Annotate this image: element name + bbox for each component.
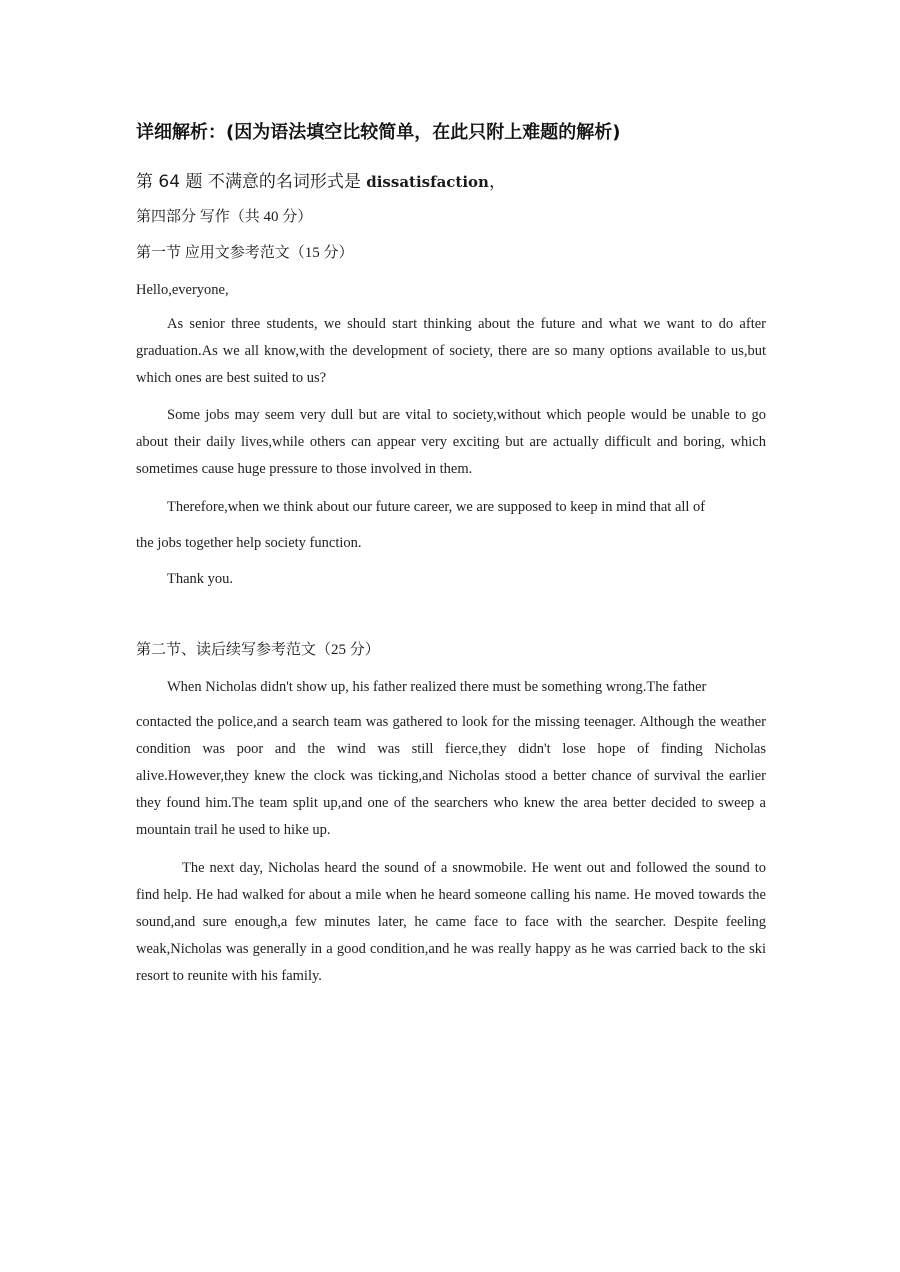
section-two-paragraph-1-first-line: When Nicholas didn't show up, his father realized there must be something wrong.The father: [167, 679, 707, 695]
part-four-title: 第四部分 写作（共 40 分）: [136, 209, 313, 225]
analysis-heading: 详细解析：(因为语法填空比较简单，在此只附上难题的解析): [136, 122, 621, 143]
section-two-paragraph-1-continued: contacted the police,and a search team was gathered to look for the missing teenager. Although the weather condition was poor and the wind was still fierce,they didn't lose hope of finding Nicholas alive.However,they knew the clock was ticking,and Nicholas stood a better chance of survival the earlier they found him.The team split up,and one of the searchers who knew the area better decided to sweep a mountain trail he used to hike up.: [136, 714, 766, 838]
section-one-paragraph-3-line-2: the jobs together help society function.: [136, 535, 362, 551]
section-one-paragraph-1: As senior three students, we should start thinking about the future and what we want to do after graduation.As we all know,with the development of society, there are so many options available to us,but which ones are best suited to us?: [136, 316, 766, 386]
section-one-paragraph-2: Some jobs may seem very dull but are vital to society,without which people would be unable to go about their daily lives,while others can appear very exciting but are actually difficult and boring, which sometimes cause huge pressure to those involved in them.: [136, 407, 766, 477]
section-two-title: 第二节、读后续写参考范文（25 分）: [136, 642, 380, 658]
question-note-term: dissatisfaction: [366, 173, 489, 191]
question-64-note: [136, 170, 766, 194]
section-one-title: 第一节 应用文参考范文（15 分）: [136, 245, 354, 261]
question-note-prefix: 第 64 题 不满意的名词形式是: [136, 172, 367, 192]
section-one-greeting: Hello,everyone,: [136, 282, 229, 298]
section-one-closing: Thank you.: [167, 571, 234, 587]
section-two-paragraph-2: The next day, Nicholas heard the sound of a snowmobile. He went out and followed the sound to find help. He had walked for about a mile when he heard someone calling his name. He moved towards the sound,and sure enough,a few minutes later, he came face to face with the searcher. Despite feeling weak,Nicholas was generally in a good condition,and he was really happy as he was carried back to the ski resort to reunite with his family.: [136, 860, 766, 984]
section-one-paragraph-3-line-1: Therefore,when we think about our future career, we are supposed to keep in mind that all of: [167, 499, 706, 515]
question-note-suffix: ，: [488, 172, 506, 192]
